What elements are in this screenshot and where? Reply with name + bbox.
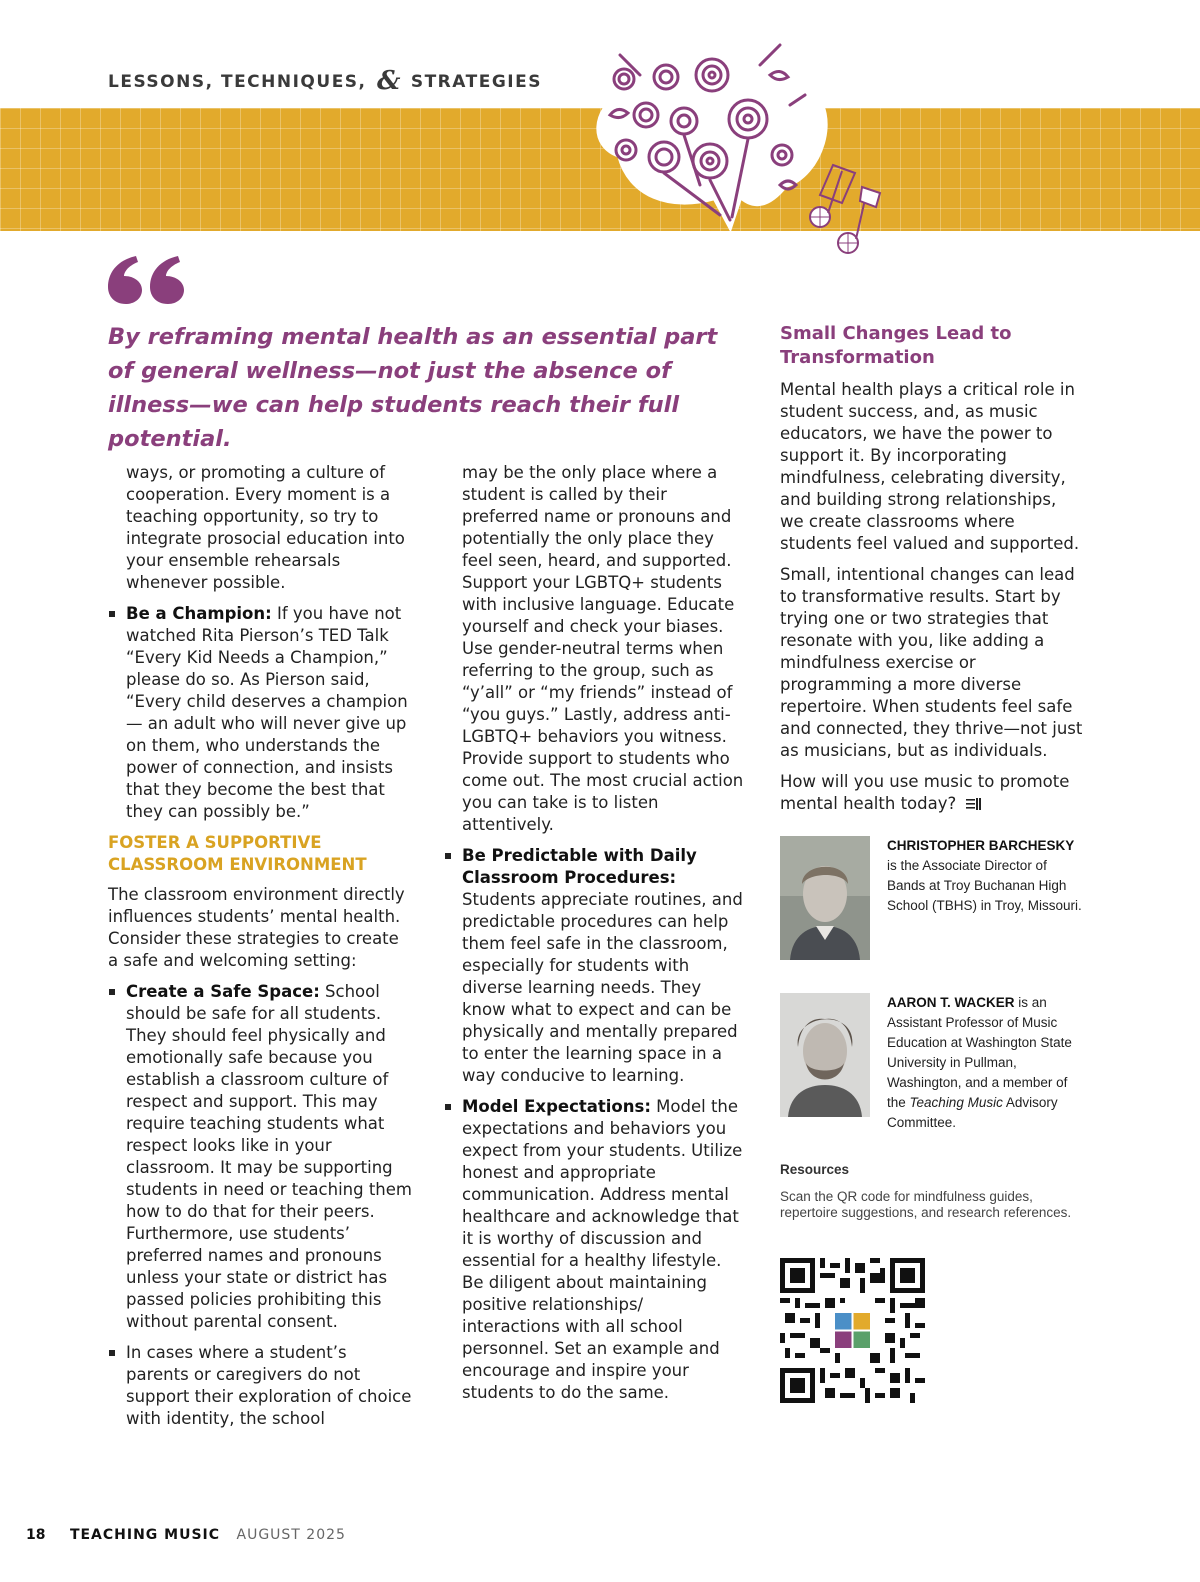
closing-question: How will you use music to promote mental health today?	[780, 772, 1070, 813]
bio-text	[887, 993, 1087, 1133]
pull-quote: By reframing mental health as an essential part of general wellness—not just the absence of illness—we can help students reach their full potential.	[108, 324, 718, 452]
resources-box	[780, 1162, 1080, 1221]
section-label-part2: STRATEGIES	[410, 72, 542, 92]
issue-date: AUGUST 2025	[236, 1527, 346, 1543]
resources-text: Scan the QR code for mindfulness guides, repertoire suggestions, and research references.	[780, 1189, 1072, 1220]
page-number: 18	[26, 1527, 46, 1543]
paragraph: ways, or promoting a culture of cooperation. Every moment is a teaching opportunity, so try to integrate prosocial education into your ensemble rehearsals whenever possible.	[126, 463, 405, 592]
bio-text	[887, 836, 1087, 916]
author-photo-avatar	[780, 836, 870, 960]
page-footer	[26, 1527, 346, 1543]
magazine-title: TEACHING MUSIC	[69, 1527, 221, 1543]
music-notes-icon	[810, 165, 880, 253]
resources-title: Resources	[780, 1162, 850, 1177]
end-mark-icon	[966, 798, 981, 810]
section-label	[108, 64, 542, 94]
section-heading: Small Changes Lead to Transformation	[780, 323, 1012, 368]
bullet-text: Students appreciate routines, and predictable procedures can help them feel safe in the classroom, especially for students with diverse learning needs. They know what to expect and can be physically and mentally prepared to enter the learning space in a way conducive to learning.	[462, 890, 743, 1085]
article-column-2	[444, 462, 744, 1413]
author-name: CHRISTOPHER BARCHESKY	[887, 838, 1075, 853]
author-name: AARON T. WACKER	[887, 995, 1015, 1010]
flower-bouquet-illustration	[580, 35, 900, 275]
article-column-1	[108, 462, 414, 1439]
bio-description: is an Assistant Professor of Music Education at Washington State University in Pullman, Washington, and a member of the	[887, 995, 1072, 1110]
bullet-item-be-a-champion	[108, 603, 414, 823]
bio-description: is the Associate Director of Bands at Troy Buchanan High School (TBHS) in Troy, Missouri.	[887, 858, 1082, 913]
bullet-title: Model Expectations:	[462, 1097, 651, 1116]
paragraph: The classroom environment directly influences students’ mental health. Consider these strategies to create a safe and welcoming setting:	[108, 885, 405, 970]
paragraph: Small, intentional changes can lead to transformative results. Start by trying one or two strategies that resonate with you, like adding a mindfulness exercise or programming a more diverse repertoire. When students feel safe and connected, they thrive—not just as musicians, but as individuals.	[780, 565, 1083, 760]
magazine-name-italic: Teaching Music	[909, 1095, 1003, 1110]
bullet-text: If you have not watched Rita Pierson’s TED Talk “Every Kid Needs a Champion,” please do so. As Pierson said, “Every child deserves a champion — an adult who will never give up on them, who understands the power of connection, and insists that they become the best that they can possibly be.”	[126, 604, 408, 821]
bullet-text: In cases where a student’s parents or caregivers do not support their exploration of choice with identity, the school	[126, 1343, 412, 1428]
bullet-item-be-predictable	[444, 845, 744, 1087]
section-label-ampersand: &	[376, 66, 401, 96]
bullet-text: School should be safe for all students. They should feel physically and emotionally safe because you establish a classroom culture of respect and support. This may require teaching students what respect looks like in your classroom. It may be supporting students in need or teaching them how to do that for their peers. Furthermore, use students’ preferred names and pronouns unless your state or district has passed policies prohibiting this without parental consent.	[126, 982, 412, 1331]
nafme-logo-icon	[830, 1308, 875, 1353]
paragraph	[780, 771, 1085, 815]
bullet-item-model-expectations	[444, 1096, 744, 1404]
section-subhead: FOSTER A SUPPORTIVE CLASSROOM ENVIRONMENT	[108, 833, 367, 874]
article-column-3	[780, 322, 1085, 824]
author-photo-avatar	[780, 993, 870, 1117]
qr-code[interactable]	[780, 1258, 925, 1403]
paragraph: may be the only place where a student is called by their preferred name or pronouns and potentially the only place they feel seen, heard, and supported. Support your LGBTQ+ students with inclusive language. Educate yourself and check your biases. Use gender-neutral terms when referring to the group, such as “y’all” or “my friends” instead of “you guys.” Lastly, address anti-LGBTQ+ behaviors you witness. Provide support to students who come out. The most crucial action you can take is to listen attentively.	[462, 463, 744, 834]
bio-description-end: Advisory Committee.	[887, 1095, 1058, 1130]
bullet-title: Be a Champion:	[126, 604, 272, 623]
bullet-item-caregivers	[108, 1342, 414, 1430]
paragraph: Mental health plays a critical role in student success, and, as music educators, we have the power to support it. By incorporating mindfulness, celebrating diversity, and building strong relationships, we create classrooms where students feel valued and supported.	[780, 380, 1080, 553]
bullet-title: Be Predictable with Daily Classroom Procedures:	[462, 846, 697, 887]
bullet-title: Create a Safe Space:	[126, 982, 320, 1001]
bullet-item-safe-space	[108, 981, 414, 1333]
bullet-text: Model the expectations and behaviors you expect from your students. Utilize honest and appropriate communication. Address mental healthcare and acknowledge that it is worthy of discussion and essential for a healthy lifestyle. Be diligent about maintaining positive relationships/ interactions with all school personnel. Set an example and encourage and inspire your students to do the same.	[462, 1097, 743, 1402]
quote-mark-icon	[106, 254, 188, 304]
section-label-part1: LESSONS, TECHNIQUES,	[108, 72, 367, 92]
